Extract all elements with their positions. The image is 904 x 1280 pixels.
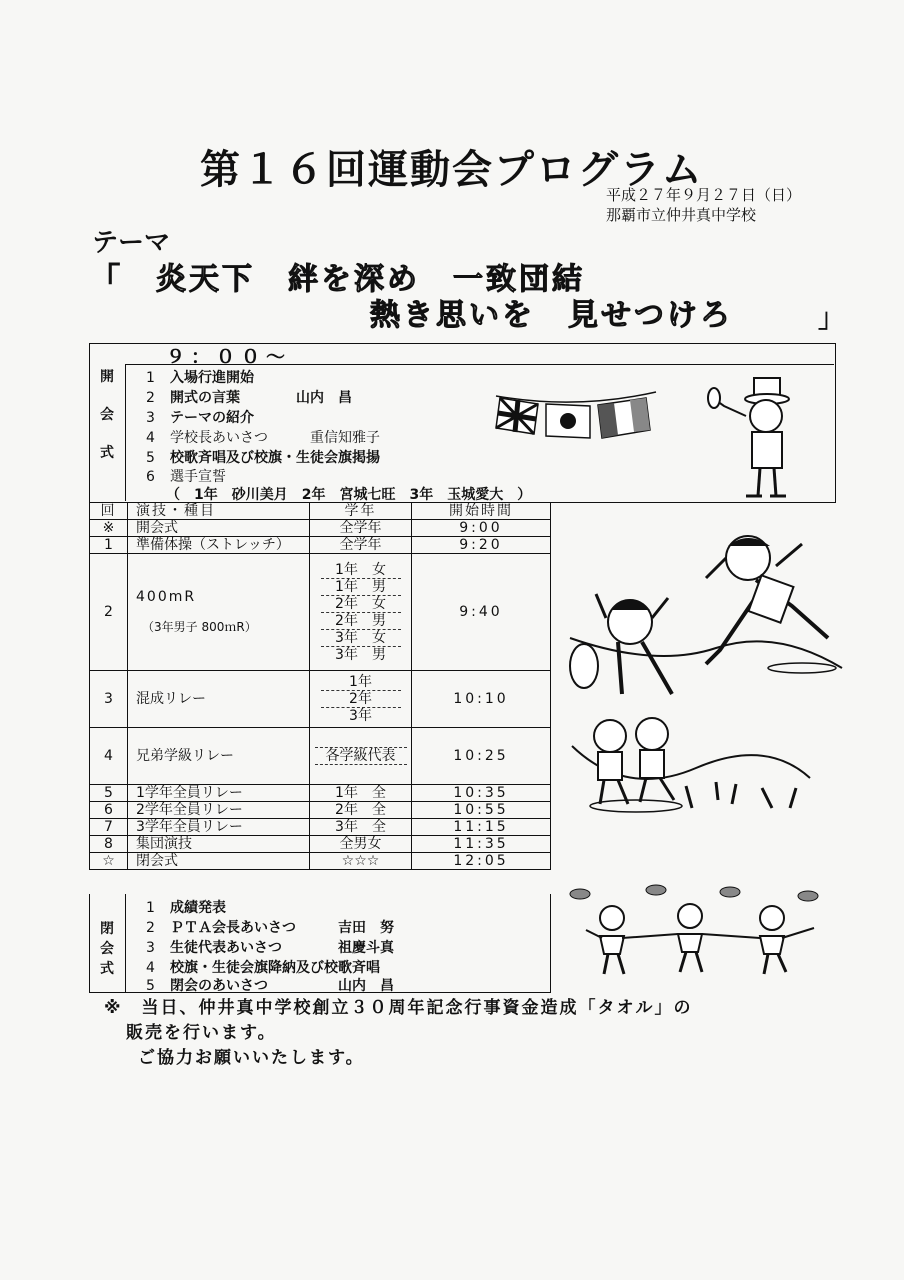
closing-item: 3 生徒代表あいさつ 祖慶斗真 [146,940,394,956]
event-date: 平成２７年９月２７日（日） [606,186,802,204]
closing-side-char-1: 閉 [100,921,114,937]
table-row: 3 混成リレー 1年 2年 3年 10:10 [90,671,551,728]
table-row: 2 400mR （3年男子 800ｍR） 1年 女 1年 男 2年 女 2年 男 3年 女 3年 男 9:40 [90,554,551,671]
footer-line-2: 販売を行います。 [126,1023,277,1043]
dancing-kids-illustration [566,882,828,982]
tricolor-flag-icon [598,398,650,438]
opening-item: 5 校歌斉唱及び校旗・生徒会旗掲揚 [146,450,380,466]
event-400mr: 400mR [136,589,197,605]
footer-note [104,996,693,1071]
program-table [89,502,551,870]
table-row: 4 兄弟学級リレー 各学級代表 10:25 [90,728,551,785]
table-row: 6 2学年全員リレー 2年 全 10:55 [90,802,551,819]
table-row: 8 集団演技 全男女 11:35 [90,836,551,853]
opening-item: 2 開式の言葉 山内 昌 [146,390,352,406]
athlete-oath-names: （ 1年 砂川美月 2年 宮城七旺 3年 玉城愛大 ） [166,487,532,503]
opening-side-column [89,364,126,501]
closing-item: 4 校旗・生徒会旗降納及び校歌斉唱 [146,960,380,976]
table-row: 1 準備体操（ストレッチ） 全学年 9:20 [90,537,551,554]
theme-close-bracket: 」 [818,304,845,334]
japan-flag-icon [546,404,590,438]
opening-item: 4 学校長あいさつ 重信知雅子 [146,430,380,446]
closing-side-char-2: 会 [100,941,114,957]
flag-bunting-illustration [492,388,660,448]
trumpet-boy-illustration [706,372,802,502]
theme-label: テーマ [92,228,171,258]
running-kids-illustration [566,518,846,708]
closing-item: 2 ＰＴＡ会長あいさつ 吉田 努 [146,920,394,936]
opening-item: 6 選手宣誓 [146,469,226,485]
table-row: 5 1学年全員リレー 1年 全 10:35 [90,785,551,802]
page-title: 第１６回運動会プログラム [200,147,704,193]
table-row: 7 3学年全員リレー 3年 全 11:15 [90,819,551,836]
closing-side-char-3: 式 [100,961,114,977]
footer-line-1: ※ 当日、仲井真中学校創立３０周年記念行事資金造成「タオル」の [104,998,693,1018]
header-grade: 学年 [310,503,412,520]
table-row: ☆ 閉会式 ☆☆☆ 12:05 [90,853,551,870]
header-start-time: 開始時間 [412,503,551,520]
closing-item: 5 閉会のあいさつ 山内 昌 [146,978,394,994]
event-note: （3年男子 800ｍR） [142,620,257,634]
table-row: ※ 開会式 全学年 9:00 [90,520,551,537]
school-name: 那覇市立仲井真中学校 [606,206,757,224]
relay-kids-illustration [566,708,816,828]
header-round: 回 [90,503,128,520]
uk-flag-icon [496,398,538,434]
table-header-row [90,503,551,520]
footer-line-3: ご協力お願いいたします。 [138,1048,365,1068]
opening-side-char-1: 開 [100,369,114,385]
closing-item: 1 成績発表 [146,900,226,916]
header-event: 演技・種目 [128,503,310,520]
opening-item: 1 入場行進開始 [146,370,254,386]
opening-side-char-2: 会 [100,407,114,423]
opening-item: 3 テーマの紹介 [146,410,254,426]
theme-line-2: 熱き思いを 見せつけろ [370,298,733,333]
theme-line-1: 「 炎天下 絆を深め 一致団結 [90,262,585,297]
opening-side-char-3: 式 [100,445,114,461]
opening-time: ９：００〜 [166,346,292,368]
closing-side-column [89,894,126,992]
